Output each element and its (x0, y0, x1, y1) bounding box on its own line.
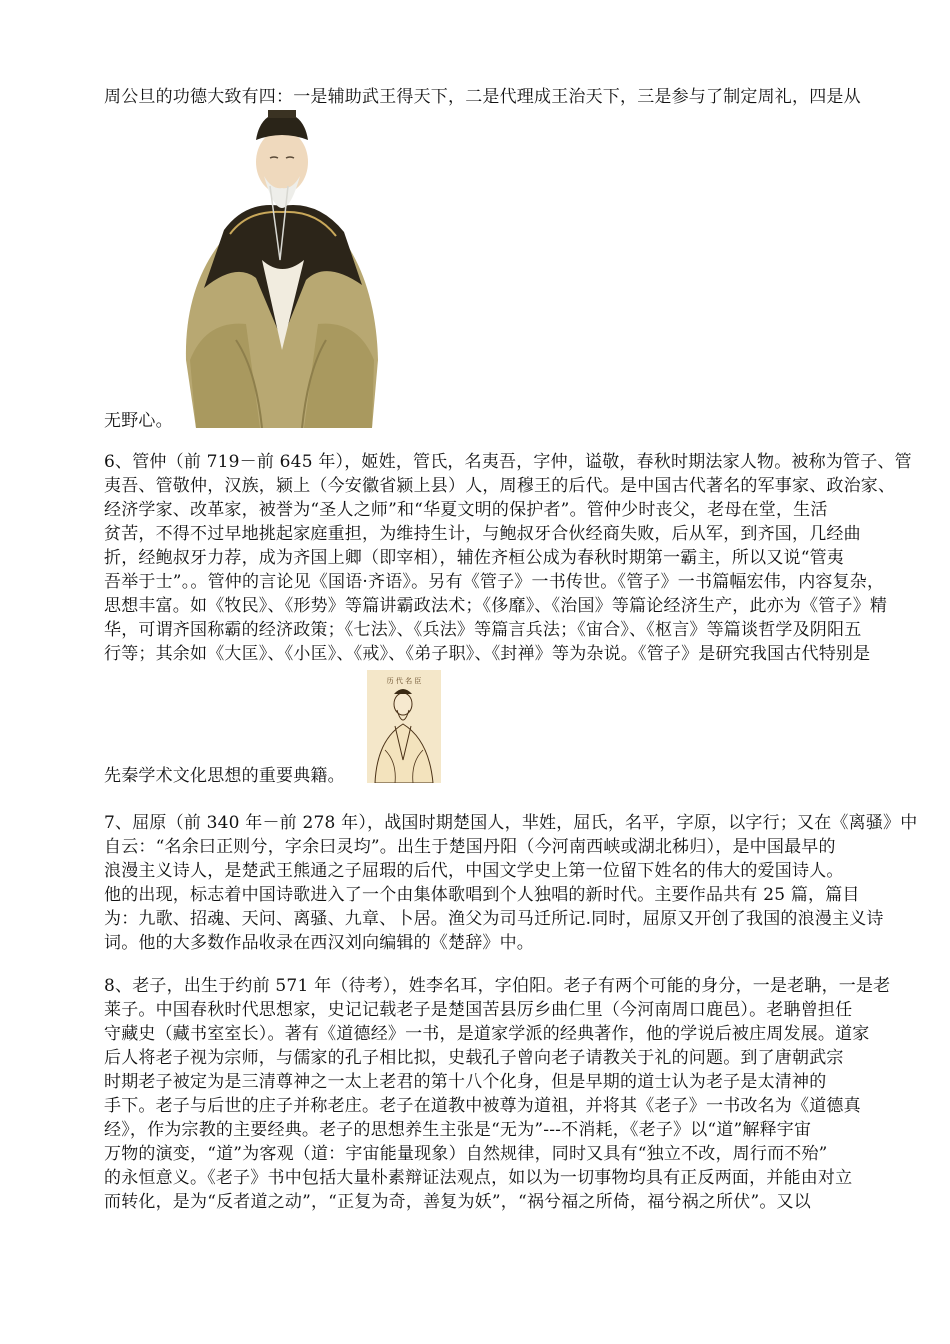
s6-line-8: 行等；其余如《大匡》、《小匡》、《戒》、《弟子职》、《封禅》等为杂说。《管子》是研究我国古代特别是 (104, 644, 871, 664)
s8-line-8: 的永恒意义。《老子》书中包括大量朴素辩证法观点，如以为一切事物均具有正反两面，并能由对立 (104, 1168, 853, 1188)
s7-line-2: 浪漫主义诗人，是楚武王熊通之子屈瑕的后代，中国文学史上第一位留下姓名的伟大的爱国诗人。 (104, 861, 844, 881)
s8-line-1: 莱子。中国春秋时代思想家，史记记载老子是楚国苦县厉乡曲仁里（今河南周口鹿邑）。老聃曾担任 (104, 1000, 853, 1020)
s6-line-4: 折，经鲍叔牙力荐，成为齐国上卿（即宰相），辅佐齐桓公成为春秋时期第一霸主，所以又说“管夷 (104, 548, 844, 568)
s6-line-1: 夷吾、管敬仲，汉族，颍上（今安徽省颍上县）人，周穆王的后代。是中国古代著名的军事家、政治家、 (104, 476, 896, 496)
s7-line-4: 为：九歌、招魂、天问、离骚、九章、卜居。渔父为司马迁所记.同时，屈原又开创了我国的浪漫主义诗 (104, 909, 884, 929)
zhou-gong-portrait-image (176, 110, 388, 428)
s8-line-4: 时期老子被定为是三清尊神之一太上老君的第十八个化身，但是早期的道士认为老子是太清神的 (104, 1072, 827, 1092)
portrait-caption: 历 代 名 臣 (386, 677, 422, 685)
s7-line-0: 7、屈原（前 340 年－前 278 年），战国时期楚国人，芈姓，屈氏，名平，字原，以字行；又在《离骚》中 (104, 813, 918, 833)
guan-zhong-portrait-image (367, 670, 441, 783)
s6-line-7: 华，可谓齐国称霸的经济政策；《七法》、《兵法》等篇言兵法；《宙合》、《枢言》等篇谈哲学及阴阳五 (104, 620, 862, 640)
intro-end: 无野心。 (104, 411, 173, 431)
s7-line-3: 他的出现，标志着中国诗歌进入了一个由集体歌唱到个人独唱的新时代。主要作品共有 25 篇，篇目 (104, 885, 860, 905)
s6-line-0: 6、管仲（前 719－前 645 年），姬姓，管氏，名夷吾，字仲，谥敬，春秋时期法家人物。被称为管子、管 (104, 452, 912, 472)
s8-line-2: 守藏史（藏书室室长）。著有《道德经》一书，是道家学派的经典著作，他的学说后被庄周发展。道家 (104, 1024, 870, 1044)
s6-line-2: 经济学家、改革家，被誉为“圣人之师”和“华夏文明的保护者”。管仲少时丧父，老母在堂，生活 (104, 500, 828, 520)
s7-line-5: 词。他的大多数作品收录在西汉刘向编辑的《楚辞》中。 (104, 933, 534, 953)
s8-line-9: 而转化，是为“反者道之动”，“正复为奇，善复为妖”，“祸兮福之所倚，福兮祸之所伏”。又以 (104, 1192, 811, 1212)
s8-line-6: 经》，作为宗教的主要经典。老子的思想养生主张是“无为”---不消耗，《老子》以“道”解释宇宙 (104, 1120, 812, 1140)
s6-line-3: 贫苦，不得不过早地挑起家庭重担，为维持生计，与鲍叔牙合伙经商失败，后从军，到齐国，几经曲 (104, 524, 861, 544)
s8-line-0: 8、老子，出生于约前 571 年（待考），姓李名耳，字伯阳。老子有两个可能的身分，一是老聃，一是老 (104, 976, 891, 996)
s7-line-1: 自云：“名余曰正则兮，字余曰灵均”。出生于楚国丹阳（今河南西峡或湖北秭归），是中国最早的 (104, 837, 836, 857)
intro-line: 周公旦的功德大致有四：一是辅助武王得天下，二是代理成王治天下，三是参与了制定周礼，四是从 (104, 87, 861, 107)
s8-line-7: 万物的演变，“道”为客观（道：宇宙能量现象）自然规律，同时又具有“独立不改，周行而不殆” (104, 1144, 828, 1164)
s6-end: 先秦学术文化思想的重要典籍。 (104, 766, 345, 786)
s8-line-5: 手下。老子与后世的庄子并称老庄。老子在道教中被尊为道祖，并将其《老子》一书改名为《道德真 (104, 1096, 861, 1116)
s6-line-5: 吾举于士”。。管仲的言论见《国语·齐语》。另有《管子》一书传世。《管子》一书篇幅宏伟，内容复杂， (104, 572, 885, 592)
s6-line-6: 思想丰富。如《牧民》、《形势》等篇讲霸政法术；《侈靡》、《治国》等篇论经济生产，此亦为《管子》精 (104, 596, 888, 616)
s8-line-3: 后人将老子视为宗师，与儒家的孔子相比拟，史载孔子曾向老子请教关于礼的问题。到了唐朝武宗 (104, 1048, 844, 1068)
